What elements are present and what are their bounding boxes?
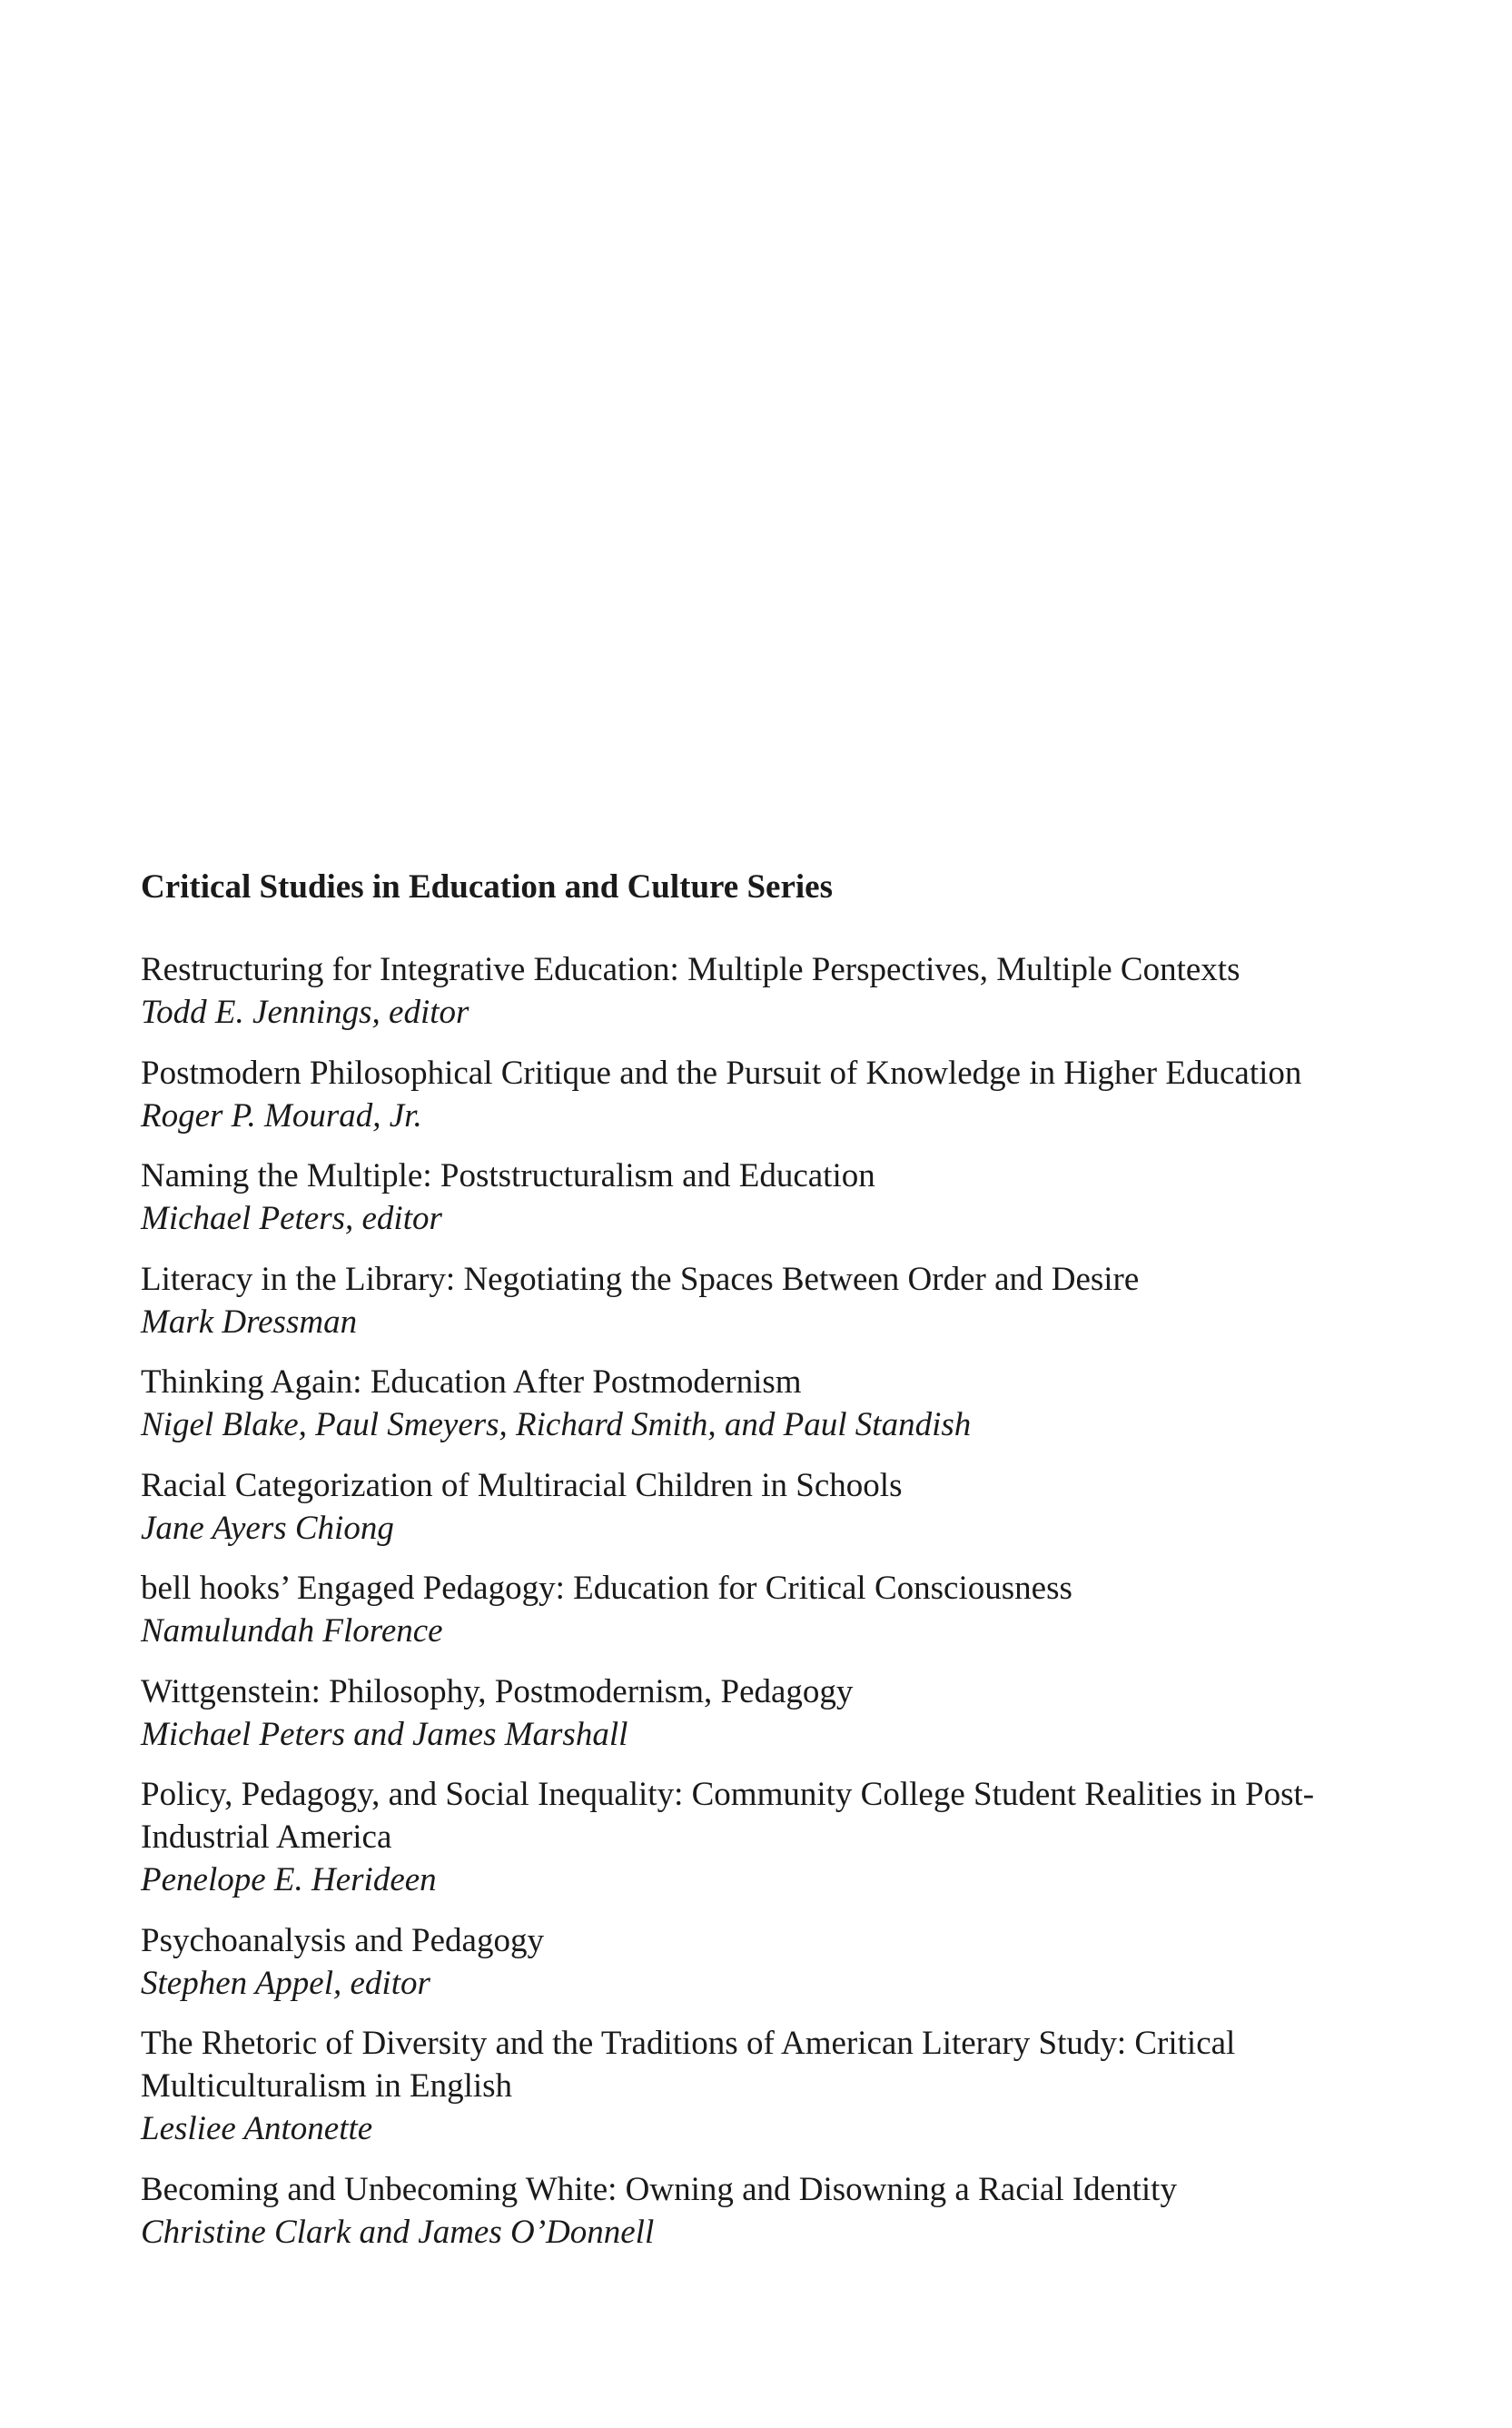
series-entry (141, 1155, 1394, 1240)
entry-title: Thinking Again: Education After Postmodernism (141, 1363, 802, 1401)
series-title: Critical Studies in Education and Culture Series (141, 868, 834, 906)
series-entry (141, 1670, 1394, 1756)
entry-title: Becoming and Unbecoming White: Owning and Disowning a Racial Identity (141, 2170, 1177, 2208)
series-entry (141, 2168, 1394, 2254)
entry-author: Namulundah Florence (141, 1612, 443, 1650)
entry-title: bell hooks’ Engaged Pedagogy: Education for Critical Consciousness (141, 1570, 1072, 1607)
entry-title: Postmodern Philosophical Critique and the Pursuit of Knowledge in Higher Education (141, 1054, 1302, 1092)
entry-title: Psychoanalysis and Pedagogy (141, 1921, 544, 1959)
entry-author: Penelope E. Herideen (141, 1861, 437, 1898)
series-list (141, 865, 1394, 2271)
entry-title: The Rhetoric of Diversity and the Traditions of American Literary Study: Critical Multiculturalism in English (141, 2025, 1236, 2105)
entry-title: Restructuring for Integrative Education: Multiple Perspectives, Multiple Contexts (141, 951, 1240, 988)
entry-title: Racial Categorization of Multiracial Children in Schools (141, 1466, 903, 1504)
series-entry (141, 1567, 1394, 1652)
entry-author: Nigel Blake, Paul Smeyers, Richard Smith, and Paul Standish (141, 1406, 972, 1443)
series-entry (141, 1773, 1394, 1901)
series-entry (141, 1258, 1394, 1343)
series-entry (141, 1052, 1394, 1137)
entry-author: Stephen Appel, editor (141, 1964, 430, 2002)
entry-title: Literacy in the Library: Negotiating the Spaces Between Order and Desire (141, 1260, 1140, 1298)
series-entry (141, 948, 1394, 1034)
entry-title: Policy, Pedagogy, and Social Inequality: Community College Student Realities in Post-Industrial America (141, 1776, 1315, 1856)
entry-author: Lesliee Antonette (141, 2110, 373, 2147)
entry-title: Wittgenstein: Philosophy, Postmodernism, Pedagogy (141, 1672, 854, 1710)
series-entry (141, 1464, 1394, 1550)
entry-author: Mark Dressman (141, 1303, 358, 1341)
entry-author: Todd E. Jennings, editor (141, 994, 469, 1031)
entry-author: Michael Peters and James Marshall (141, 1715, 628, 1753)
entry-author: Roger P. Mourad, Jr. (141, 1096, 422, 1135)
series-entry (141, 1361, 1394, 1446)
entry-author: Michael Peters, editor (141, 1200, 442, 1237)
entry-author: Christine Clark and James O’Donnell (141, 2213, 655, 2251)
series-entry (141, 1919, 1394, 2005)
entry-title: Naming the Multiple: Poststructuralism and Education (141, 1157, 875, 1194)
series-entry (141, 2022, 1394, 2150)
entry-author: Jane Ayers Chiong (141, 1509, 394, 1547)
